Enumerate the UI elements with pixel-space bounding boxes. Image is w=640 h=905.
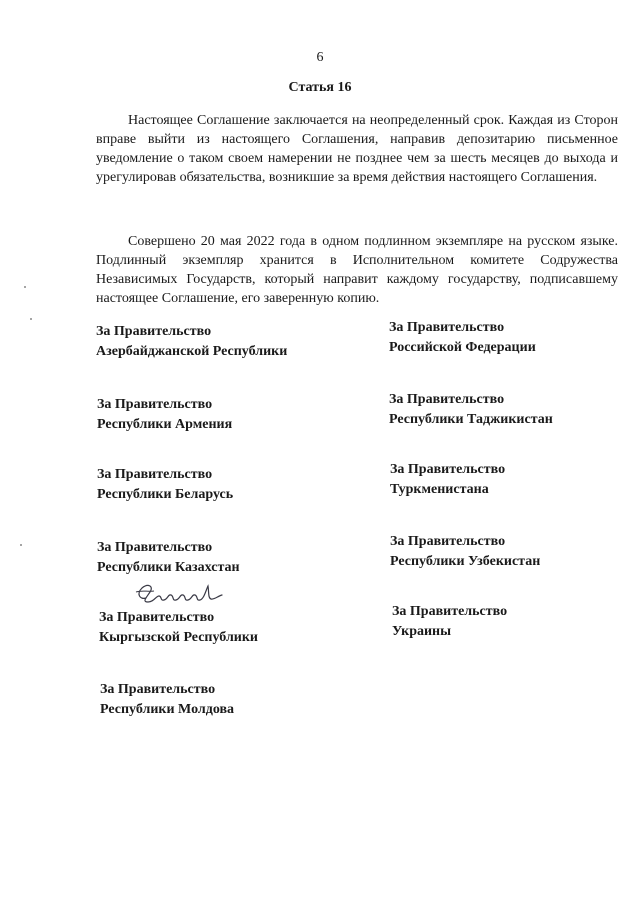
signatory-line2: Российской Федерации [389,340,536,355]
signatory-azerbaijan [96,322,287,362]
signatory-line1: За Правительство [100,682,216,697]
signatory-uzbekistan [390,532,540,572]
signatory-line2: Республики Беларусь [97,487,234,502]
signatory-line2: Республики Таджикистан [389,412,553,427]
article-title: Статья 16 [288,80,352,95]
signatory-line1: За Правительство [97,540,213,555]
signatory-ukraine [392,602,507,642]
signatory-moldova [100,680,234,720]
signatory-line1: За Правительство [97,467,213,482]
scan-speck [20,544,22,546]
signatory-belarus [97,465,233,505]
signatory-line2: Республики Армения [97,417,233,432]
scan-speck [24,286,26,288]
signatory-tajikistan [389,390,553,430]
signatory-line2: Кыргызской Республики [99,630,258,645]
signatory-line2: Украины [392,624,452,639]
page-number: 6 [316,50,324,65]
signatory-line1: За Правительство [97,397,213,412]
signatory-line2: Туркменистана [390,482,489,497]
signatory-line2: Республики Казахстан [97,560,240,575]
signatory-armenia [97,395,232,435]
paragraph-done: Совершено 20 мая 2022 года в одном подлинном экземпляре на русском языке. Подлинный экземпляр хранится в Исполнительном комитете Содружества Независимых Государств, который направит каждому государству, подписавшему настоящее Соглашение, его заверенную копию. [96,234,618,306]
signatory-line1: За Правительство [389,320,505,335]
signatory-line1: За Правительство [390,462,506,477]
signatory-russia [389,318,536,358]
scan-speck [30,318,32,320]
signatory-line2: Республики Молдова [100,702,235,717]
signatory-line1: За Правительство [96,324,212,339]
signatory-line2: Азербайджанской Республики [96,344,288,359]
signatory-line1: За Правительство [390,534,506,549]
paragraph-term: Настоящее Соглашение заключается на неопределенный срок. Каждая из Сторон вправе выйти из настоящего Соглашения, направив депозитарию письменное уведомление о таком своем намерении не позднее чем за шесть месяцев до выхода и урегулировав обязательства, возникшие за время действия настоящего Соглашения. [96,113,618,185]
handwritten-signature [132,580,232,608]
signatory-line1: За Правительство [389,392,505,407]
signatory-line1: За Правительство [392,604,508,619]
signatory-line2: Республики Узбекистан [390,554,541,569]
signatory-kyrgyzstan [99,608,258,648]
signatory-line1: За Правительство [99,610,215,625]
signatory-kazakhstan [97,538,240,578]
signatory-turkmenistan [390,460,505,500]
